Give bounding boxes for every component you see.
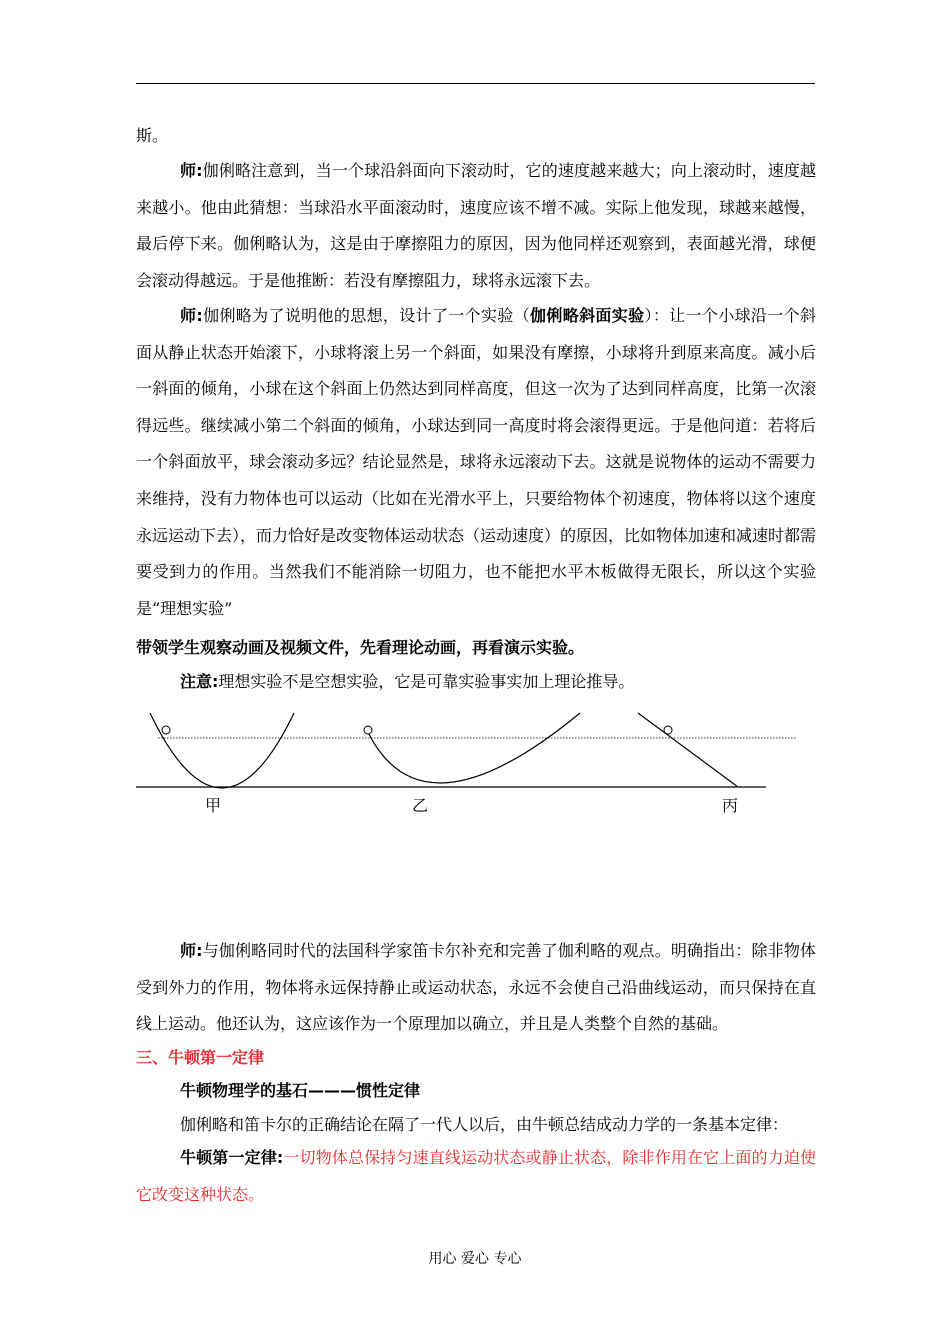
- incline-bing: [638, 713, 738, 787]
- paragraph-intro-law: 伽俐略和笛卡尔的正确结论在隔了一代人以后，由牛顿总结成动力学的一条基本定律：: [180, 1115, 789, 1134]
- law-label: 牛顿第一定律:: [180, 1148, 284, 1167]
- header-rule: [136, 83, 815, 84]
- instruction-line: 带领学生观察动画及视频文件，先看理论动画，再看演示实验。: [136, 638, 585, 657]
- label-bing: 丙: [722, 796, 739, 815]
- paragraph-teacher-2: 师:伽俐略为了说明他的思想，设计了一个实验（伽俐略斜面实验）：让一个小球沿一个斜面从静止状态开始滚下，小球将滚上另一个斜面，如果没有摩擦，小球将升到原来高度。减小后一斜面的倾角，小球在这个斜面上仍然达到同样高度，但这一次为了达到同样高度，比第一次滚得远些。继续减小第二个斜面的倾角，小球达到同一高度时将会滚得更远。于是他问道：若将后一个斜面放平，球会滚动多远？结论显然是，球将永远滚动下去。这就是说物体的运动不需要力来维持，没有力物体也可以运动（比如在光滑水平上，只要给物体个初速度，物体将以这个速度永远运动下去），而力恰好是改变物体运动状态（运动速度）的原因，比如物体加速和减速时都需要受到力的作用。当然我们不能消除一切阻力，也不能把水平木板做得无限长，所以这个实验是“理想实验”: [136, 306, 817, 618]
- newton-first-law: [136, 1140, 816, 1213]
- label-yi: 乙: [412, 796, 429, 815]
- inclined-plane-diagram: [130, 705, 810, 825]
- speaker-label: 师:: [180, 941, 203, 960]
- curve-jia: [150, 713, 294, 788]
- ball-yi: [364, 726, 372, 734]
- subheading: 牛顿物理学的基石———惯性定律: [180, 1081, 421, 1100]
- paragraph-teacher-1: 师:伽俐略注意到，当一个球沿斜面向下滚动时，它的速度越来越大；向上滚动时，速度越来越小。他由此猜想：当球沿水平面滚动时，速度应该不增不减。实际上他发现，球越来越慢，最后停下来。伽俐略认为，这是由于摩擦阻力的原因，因为他同样还观察到，表面越光滑，球便会滚动得越远。于是他推断：若没有摩擦阻力，球将永远滚下去。: [136, 161, 816, 290]
- ball-bing: [664, 726, 672, 734]
- label-jia: 甲: [205, 796, 222, 815]
- law-text: 一切物体总保持匀速直线运动状态或静止状态，除非作用在它上面的力迫使它改变这种状态。: [136, 1148, 816, 1204]
- section-heading: 三、牛顿第一定律: [136, 1048, 265, 1067]
- speaker-label: 师:: [180, 306, 203, 325]
- ball-jia: [162, 726, 170, 734]
- note-line: 注意:理想实验不是空想实验，它是可靠实验事实加上理论推导。: [180, 672, 635, 691]
- curve-yi: [366, 713, 580, 783]
- speaker-label: 师:: [180, 161, 203, 180]
- paragraph-teacher-3: 师:与伽俐略同时代的法国科学家笛卡尔补充和完善了伽利略的观点。明确指出：除非物体受到外力的作用，物体将永远保持静止或运动状态，永远不会使自己沿曲线运动，而只保持在直线上运动。他还认为，这应该作为一个原理加以确立，并且是人类整个自然的基础。: [136, 941, 816, 1034]
- note-label: 注意:: [180, 672, 219, 691]
- paragraph-continuation: 斯。: [136, 126, 169, 145]
- page-footer: 用心 爱心 专心: [428, 1251, 522, 1267]
- experiment-name: 伽俐略斜面实验: [530, 306, 645, 325]
